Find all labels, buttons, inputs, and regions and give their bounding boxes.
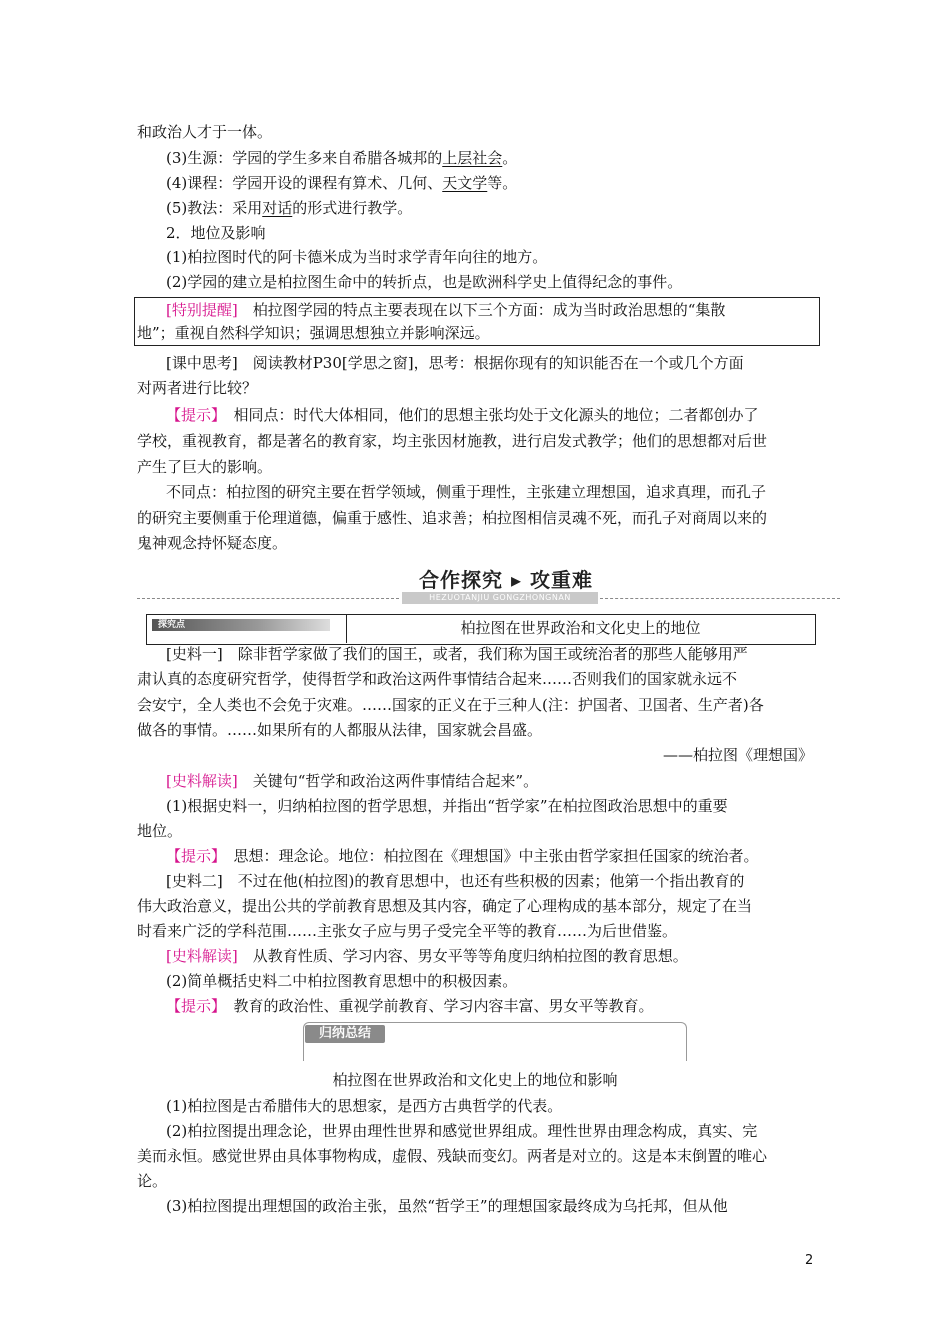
text-line — [166, 147, 517, 169]
text-line: 美而永恒。感觉世界由具体事物构成，虚假、残缺而变幻。两者是对立的。这是本末倒置的唯心 — [137, 1147, 768, 1165]
text-span: 相同点：时代大体相同，他们的思想主张均处于文化源头的地位；二者都创办了 — [233, 406, 759, 424]
question-line: 地位。 — [137, 822, 183, 840]
hint-line — [166, 995, 654, 1017]
explore-title: 柏拉图在世界政治和文化史上的地位 — [460, 619, 701, 637]
text-line: 的研究主要侧重于伦理道德，偏重于感性、追求善；柏拉图相信灵魂不死，而孔子对商周以来的 — [137, 509, 768, 527]
text-span: 的形式进行教学。 — [292, 199, 413, 217]
text-span: 关键句“哲学和政治这两件事情结合起来”。 — [252, 772, 539, 790]
think-question: 对两者进行比较？ — [137, 379, 258, 397]
text-span: 思想：理念论。地位：柏拉图在《理想国》中主张由哲学家担任国家的统治者。 — [233, 847, 759, 865]
text-line: (2)柏拉图提出理念论，世界由理性世界和感觉世界组成。理性世界由理念构成，真实、完 — [166, 1122, 758, 1140]
text-span: 从教育性质、学习内容、男女平等等角度归纳柏拉图的教育思想。 — [252, 947, 688, 965]
hint-line — [166, 845, 759, 867]
hint-tag: 【提示】 — [166, 406, 219, 424]
special-note-line — [166, 299, 725, 321]
divider — [137, 598, 399, 599]
text-span: 。 — [502, 149, 518, 167]
text-line: 不同点：柏拉图的研究主要在哲学领域，侧重于理性，主张建立理想国，追求真理，而孔子 — [166, 483, 767, 501]
special-note-tag: [特别提醒] — [166, 301, 238, 319]
source-line: [史料一] 除非哲学家做了我们的国王，或者，我们称为国王或统治者的那些人能够用严 — [166, 645, 748, 663]
summary-title: 柏拉图在世界政治和文化史上的地位和影响 — [332, 1071, 618, 1089]
think-question: [课中思考] 阅读教材P30[学思之窗]，思考：根据你现有的知识能否在一个或几个方面 — [166, 354, 744, 372]
hint-tag: 【提示】 — [166, 997, 219, 1015]
source-line: 伟大政治意义，提出公共的学前教育思想及其内容，确定了心理构成的基本部分，规定了在当 — [137, 897, 753, 915]
interp-line — [166, 945, 688, 967]
source-line: 会安宁，全人类也不会免于灾难。……国家的正义在于三种人(注：护国者、卫国者、生产者)各 — [137, 696, 764, 714]
interp-line — [166, 770, 538, 792]
text-line — [166, 172, 517, 194]
text-line: (2)学园的建立是柏拉图生命中的转折点，也是欧洲科学史上值得纪念的事件。 — [166, 273, 683, 291]
text-span: (4)课程：学园开设的课程有算术、几何、 — [166, 174, 443, 192]
interp-tag: [史料解读] — [166, 947, 238, 965]
text-span: (3)生源：学园的学生多来自希腊各城邦的 — [166, 149, 443, 167]
underlined-term: 上层社会 — [442, 149, 503, 167]
explore-badge: 探究点 — [152, 619, 330, 631]
section-banner-subtitle: HEZUOTANJIU GONGZHONGNAN — [402, 592, 598, 604]
text-line: 论。 — [137, 1172, 168, 1190]
summary-badge: 归纳总结 — [305, 1025, 385, 1043]
text-line — [166, 197, 412, 219]
text-line: (1)柏拉图时代的阿卡德米成为当时求学青年向往的地方。 — [166, 248, 548, 266]
text-line: 鬼神观念持怀疑态度。 — [137, 534, 288, 552]
text-line: 学校，重视教育，都是著名的教育家，均主张因材施教，进行启发式教学；他们的思想都对后世 — [137, 432, 768, 450]
question-line: (2)简单概括史料二中柏拉图教育思想中的积极因素。 — [166, 972, 518, 990]
text-span: (5)教法：采用 — [166, 199, 263, 217]
source-line: [史料二] 不过在他(柏拉图)的教育思想中，也还有些积极的因素；他第一个指出教育的 — [166, 872, 745, 890]
text-span: 等。 — [487, 174, 518, 192]
hint-tag: 【提示】 — [166, 847, 219, 865]
citation: ——柏拉图《理想国》 — [662, 746, 813, 764]
underlined-term: 对话 — [262, 199, 293, 217]
text-line: (1)柏拉图是古希腊伟大的思想家，是西方古典哲学的代表。 — [166, 1097, 563, 1115]
section-banner-title: 合作探究 ▸ 攻重难 — [419, 568, 593, 592]
underlined-term: 天文学 — [442, 174, 488, 192]
source-line: 肃认真的态度研究哲学，使得哲学和政治这两件事情结合起来……否则我们的国家就永远不 — [137, 670, 738, 688]
text-span: 柏拉图学园的特点主要表现在以下三个方面：成为当时政治思想的“集散 — [252, 301, 726, 319]
question-line: (1)根据史料一，归纳柏拉图的哲学思想，并指出“哲学家”在柏拉图政治思想中的重要 — [166, 797, 728, 815]
text-span: 教育的政治性、重视学前教育、学习内容丰富、男女平等教育。 — [233, 997, 654, 1015]
hint-line — [166, 404, 759, 426]
source-line: 做各的事情。……如果所有的人都服从法律，国家就会昌盛。 — [137, 721, 543, 739]
special-note-line: 地”；重视自然科学知识；强调思想独立并影响深远。 — [137, 324, 490, 342]
text-line: 2．地位及影响 — [166, 224, 266, 242]
interp-tag: [史料解读] — [166, 772, 238, 790]
text-line: 和政治人才于一体。 — [137, 123, 273, 141]
divider — [600, 598, 840, 599]
text-line: (3)柏拉图提出理想国的政治主张，虽然“哲学王”的理想国家最终成为乌托邦，但从他 — [166, 1197, 728, 1215]
source-line: 时看来广泛的学科范围……主张女子应与男子受完全平等的教育……为后世借鉴。 — [137, 922, 678, 940]
page-number: 2 — [805, 1253, 814, 1268]
text-line: 产生了巨大的影响。 — [137, 458, 273, 476]
